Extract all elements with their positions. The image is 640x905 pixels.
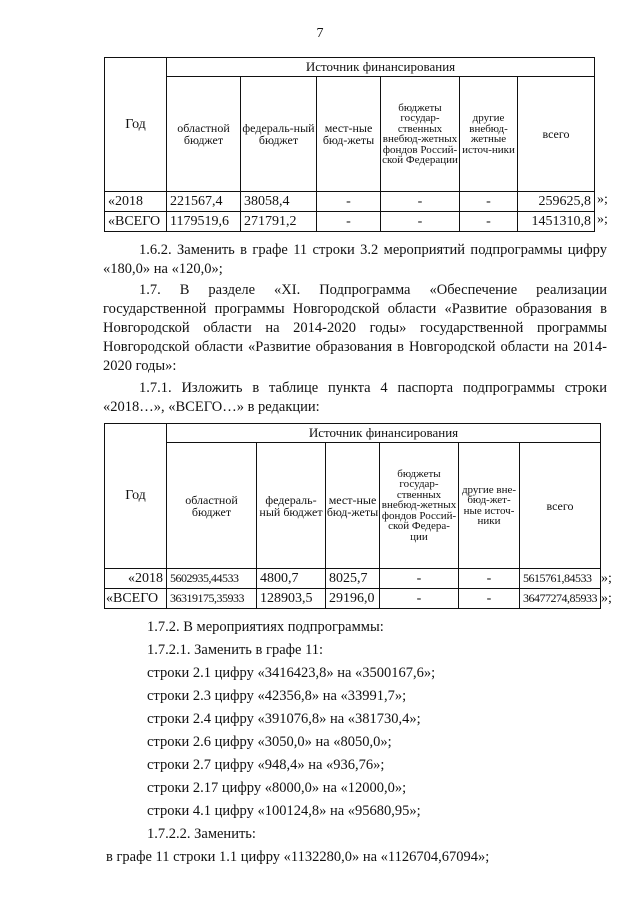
col-other-sources: другие вне-бюд-жет-ные источ-ники <box>459 443 520 569</box>
table-row <box>105 212 595 232</box>
cell-value: 221567,4 <box>167 192 241 212</box>
amendment-line: строки 2.1 цифру «3416423,8» на «3500167,6»; <box>147 665 436 681</box>
col-federal-budget: федераль-ный бюджет <box>241 77 317 192</box>
amendment-line: строки 2.17 цифру «8000,0» на «12000,0»; <box>147 780 407 796</box>
cell-value: 8025,7 <box>326 569 380 589</box>
col-offbudget-funds: бюджеты государ-ственных внебюд-жетных фондов Россий-ской Федерации <box>381 77 460 192</box>
cell-value: 38058,4 <box>241 192 317 212</box>
cell-value: 1451310,8 <box>518 212 595 232</box>
cell-value: 1179519,6 <box>167 212 241 232</box>
cell-value: 128903,5 <box>257 589 326 609</box>
amendment-line: 1.7.2.1. Заменить в графе 11: <box>147 642 324 658</box>
cell-value: 36477274,85933 <box>520 589 601 609</box>
cell-value: 271791,2 <box>241 212 317 232</box>
cell-value: 29196,0 <box>326 589 380 609</box>
table-row <box>105 569 601 589</box>
financing-table-2018-revised <box>104 423 601 609</box>
amendment-line: строки 2.7 цифру «948,4» на «936,76»; <box>147 757 385 773</box>
col-other-sources: другие внебюд-жетные источ-ники <box>460 77 518 192</box>
row-tail: »; <box>597 192 608 207</box>
cell-value: - <box>380 589 459 609</box>
col-local-budgets: мест-ные бюд-жеты <box>326 443 380 569</box>
cell-value: 5602935,44533 <box>167 569 257 589</box>
paragraph-1-7: 1.7. В разделе «XI. Подпрограмма «Обеспечение реализации государственной программы Новгородской области «Развитие образования в Новгородской области на 2014-2020 годы» государственной программы Новгородской области «Развитие образования в Новгородской области на 2014-2020 годы»: <box>103 282 607 374</box>
paragraph-1-7-1: 1.7.1. Изложить в таблице пункта 4 паспорта подпрограммы строки «2018…», «ВСЕГО…» в редакции: <box>103 380 607 415</box>
amendment-line: строки 2.4 цифру «391076,8» на «381730,4»; <box>147 711 421 727</box>
col-offbudget-funds: бюджеты государ-ственных внебюд-жетных фондов Россий-ской Федера-ции <box>380 443 459 569</box>
financing-table-2018 <box>104 57 595 232</box>
cell-value: - <box>459 569 520 589</box>
source-header: Источник финансирования <box>167 424 601 443</box>
row-tail: »; <box>601 571 612 586</box>
amendment-line: строки 4.1 цифру «100124,8» на «95680,95»; <box>147 803 421 819</box>
col-total: всего <box>518 77 595 192</box>
col-total: всего <box>520 443 601 569</box>
row-tail: »; <box>601 591 612 606</box>
cell-value: 259625,8 <box>518 192 595 212</box>
amendment-line: строки 2.6 цифру «3050,0» на «8050,0»; <box>147 734 392 750</box>
col-regional-budget: областной бюджет <box>167 443 257 569</box>
year-header: Год <box>105 424 167 569</box>
cell-value: - <box>317 192 381 212</box>
amendment-line: в графе 11 строки 1.1 цифру «1132280,0» на «1126704,67094»; <box>106 849 490 865</box>
amendment-line: 1.7.2.2. Заменить: <box>147 826 256 842</box>
cell-value: - <box>460 212 518 232</box>
cell-value: - <box>380 569 459 589</box>
col-local-budgets: мест-ные бюд-жеты <box>317 77 381 192</box>
row-tail: »; <box>597 212 608 227</box>
row-year: «2018 <box>105 192 167 212</box>
cell-value: - <box>460 192 518 212</box>
row-year: «2018 <box>105 569 167 589</box>
row-year: «ВСЕГО <box>105 212 167 232</box>
amendment-line: 1.7.2. В мероприятиях подпрограммы: <box>147 619 384 635</box>
amendment-line: строки 2.3 цифру «42356,8» на «33991,7»; <box>147 688 407 704</box>
cell-value: 4800,7 <box>257 569 326 589</box>
cell-value: - <box>317 212 381 232</box>
source-header: Источник финансирования <box>167 58 595 77</box>
col-federal-budget: федераль-ный бюджет <box>257 443 326 569</box>
cell-value: 36319175,35933 <box>167 589 257 609</box>
row-year: «ВСЕГО <box>105 589 167 609</box>
year-header: Год <box>105 58 167 192</box>
cell-value: - <box>459 589 520 609</box>
cell-value: - <box>381 212 460 232</box>
col-regional-budget: областной бюджет <box>167 77 241 192</box>
cell-value: 5615761,84533 <box>520 569 601 589</box>
cell-value: - <box>381 192 460 212</box>
table-row <box>105 589 601 609</box>
paragraph-1-6-2: 1.6.2. Заменить в графе 11 строки 3.2 мероприятий подпрограммы цифру «180,0» на «120,0»; <box>103 242 607 277</box>
page-number: 7 <box>316 26 324 41</box>
table-row <box>105 192 595 212</box>
